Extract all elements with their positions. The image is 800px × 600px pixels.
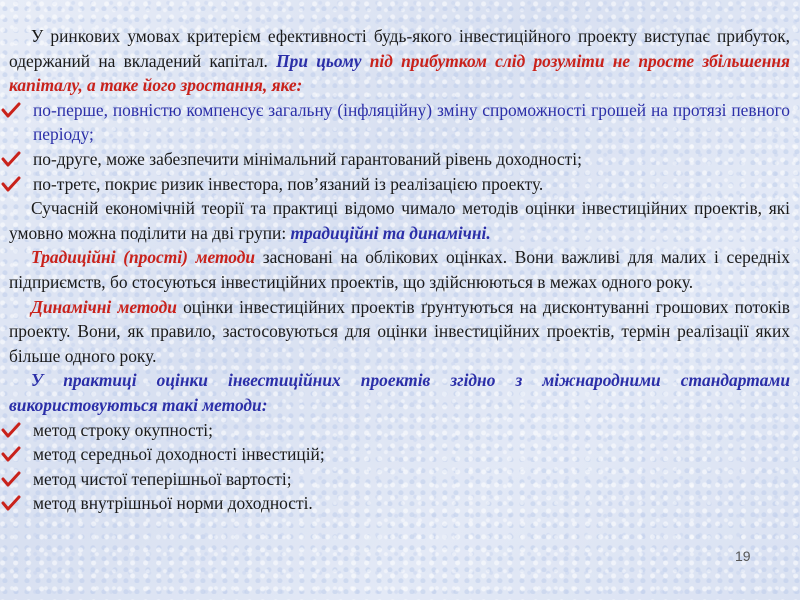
paragraph-traditional-methods: [9, 245, 790, 294]
list-item: [9, 418, 790, 443]
paragraph-international-standards-blue: У практиці оцінки інвестиційних проектів згідно з міжнародними стандартами використовуються такі методи:: [9, 370, 790, 415]
paragraph-dynamic-methods: [9, 295, 790, 369]
checkmark-icon: [1, 495, 21, 511]
paragraph-methods-overview: [9, 196, 790, 245]
list-item: [9, 442, 790, 467]
list-item-text: метод внутрішньої норми доходності.: [33, 493, 313, 514]
paragraph-profit-criterion-blue: При цьому: [276, 50, 370, 71]
paragraph-profit-criterion: [9, 24, 790, 98]
checkmark-icon: [1, 422, 21, 438]
checkmark-icon: [1, 176, 21, 192]
paragraph-profit-criterion-text: У ринкових умовах критерієм ефективності будь-якого інвестиційного проекту виступає прибуток, одержаний на вкладений капітал.: [9, 26, 790, 71]
paragraph-dynamic-methods-text: оцінки інвестиційних проектів ґрунтуються на дисконтуванні грошових потоків проекту. Вони, як правило, застосовуються для оцінки інвестиційних проектів, термін реалізації яких більше одного року.: [9, 296, 791, 366]
page-number: 19: [735, 548, 751, 564]
paragraph-traditional-methods-red: Традиційні (прості) методи: [31, 247, 256, 268]
paragraph-traditional-methods-text: засновані на облікових оцінках. Вони важливі для малих і середніх підприємств, бо стосуються інвестиційних проектів, що здійснюються в межах одного року.: [9, 247, 790, 292]
checkmark-icon: [1, 446, 21, 462]
checkmark-icon: [1, 151, 21, 167]
paragraph-methods-overview-text: Сучасній економічній теорії та практиці відомо чимало методів оцінки інвестиційних проектів, які умовно можна поділити на дві групи:: [9, 198, 790, 243]
slide-content: [9, 24, 790, 516]
paragraph-methods-overview-blue: традиційні та динамічні.: [290, 222, 491, 243]
list-item-text: по-друге, може забезпечити мінімальний гарантований рівень доходності;: [33, 148, 582, 169]
list-item: [9, 467, 790, 492]
paragraph-profit-criterion-red: під прибутком слід розуміти не просте збільшення капіталу, а таке його зростання, яке:: [9, 50, 790, 96]
checkmark-icon: [1, 102, 21, 118]
list-item-text: по-перше, повністю компенсує загальну (інфляційну) зміну спроможності грошей на протязі певного періоду;: [33, 99, 790, 145]
checkmark-icon: [1, 471, 21, 487]
list-item: [9, 172, 790, 197]
paragraph-dynamic-methods-red: Динамічні методи: [31, 296, 177, 317]
paragraph-international-standards: [9, 368, 790, 417]
list-item: [9, 147, 790, 172]
list-item-text: метод строку окупності;: [33, 419, 213, 440]
list-item-text: метод середньої доходності інвестицій;: [33, 444, 325, 465]
methods-list: [9, 418, 790, 516]
profit-conditions-list: [9, 98, 790, 196]
list-item: [9, 98, 790, 147]
list-item: [9, 491, 790, 516]
list-item-text: метод чистої теперішньої вартості;: [33, 468, 292, 489]
list-item-text: по-третє, покриє ризик інвестора, пов’язаний із реалізацією проекту.: [33, 173, 544, 194]
